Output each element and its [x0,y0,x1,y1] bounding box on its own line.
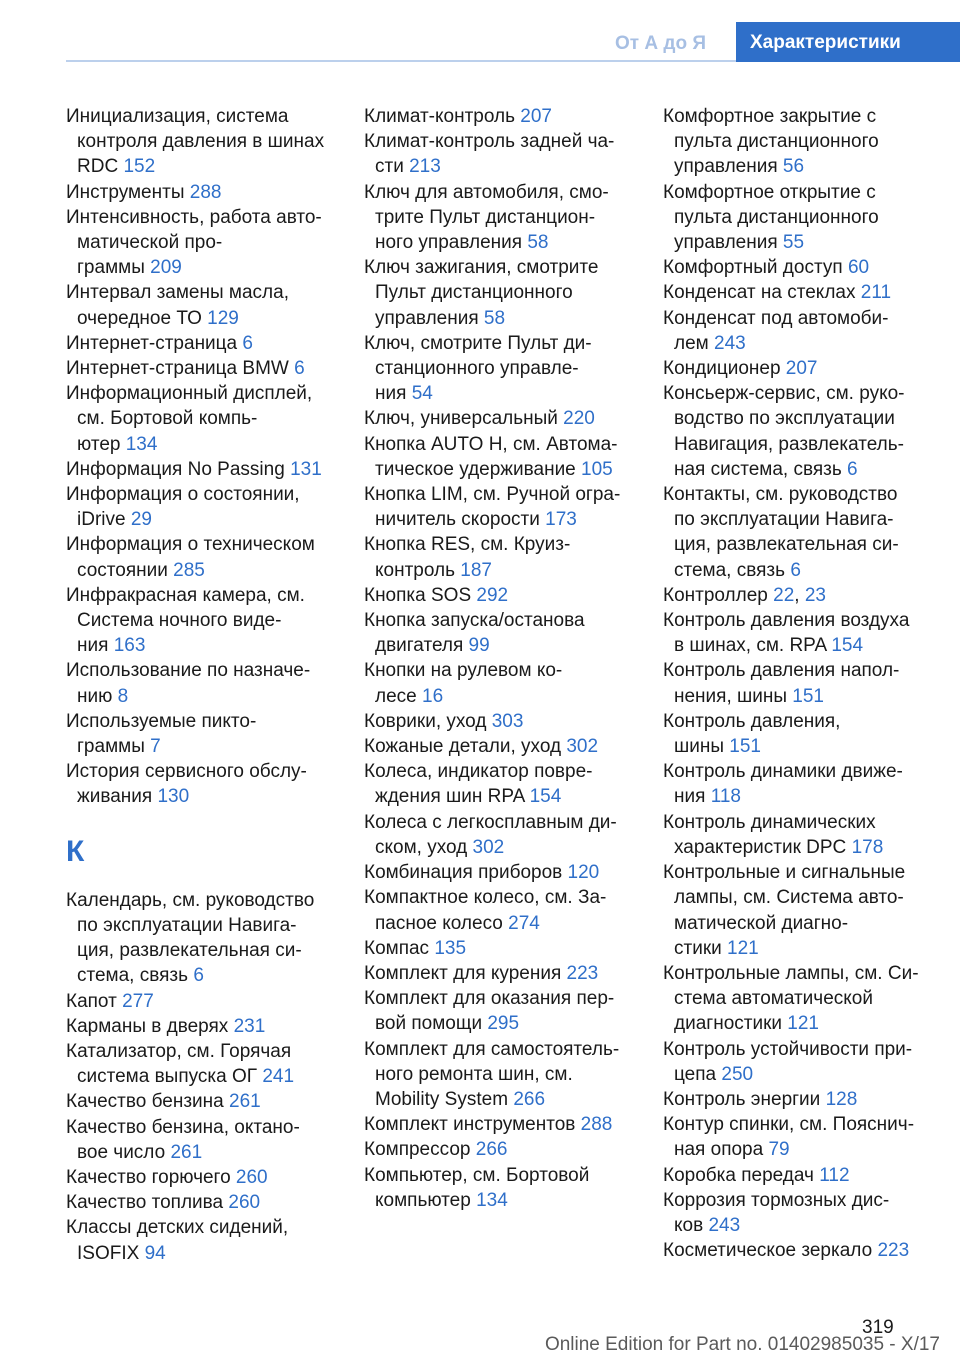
index-entry [66,482,338,532]
page-link[interactable]: 121 [787,1013,819,1035]
page-link[interactable]: 302 [472,836,505,858]
page-link[interactable]: 303 [491,710,524,732]
page-link[interactable]: 211 [860,282,892,304]
page-link[interactable]: 173 [545,509,577,531]
index-entry [66,1115,338,1165]
page-link[interactable]: 266 [513,1088,546,1110]
index-entry-term: Кнопка SOS [364,584,477,606]
index-entry-term: Инструменты [66,181,190,203]
index-entry-term: Контрольные лампы, см. Си- стема автоматической диагностики [663,962,919,1035]
page-link[interactable]: 243 [708,1214,741,1236]
index-entry-term: Колеса, индикатор повре- ждения шин RPA [364,761,593,808]
index-entry-term: Контрольные и сигнальные лампы, см. Система авто- матической диагно- стики [663,862,906,959]
index-entry [66,331,338,356]
page-link[interactable]: 112 [819,1164,850,1186]
index-entry-term: История сервисного обслу- живания [66,761,307,808]
index-entry [663,280,931,305]
index-entry [663,810,931,860]
index-entry [66,709,338,759]
index-entry [364,961,636,986]
index-entry [364,482,636,532]
index-entry-term: Коррозия тормозных дис- ков [663,1189,890,1236]
index-entry [66,532,338,582]
page-link[interactable]: 22 [773,584,795,606]
index-entry-term: Контроль устойчивости при- цепа [663,1038,913,1085]
index-entry-term: Коробка передач [663,1164,820,1186]
index-entry-term: Конденсат на стеклах [663,282,861,304]
index-entry [66,759,338,809]
index-entry [663,255,931,280]
index-entry-term: Интенсивность, работа авто- матической про- граммы [66,206,322,279]
index-entry [364,860,636,885]
breadcrumb-chapter-tab[interactable]: Характеристики [736,22,960,62]
index-column-3 [663,104,931,1263]
page-link[interactable]: 152 [123,156,156,178]
page-link[interactable]: 6 [193,965,204,987]
page-link[interactable]: 154 [831,635,864,657]
index-entry [66,583,338,659]
index-entry [663,658,931,708]
index-entry [663,1112,931,1162]
index-entry [364,1163,636,1213]
page-link[interactable]: 260 [235,1166,268,1188]
page-link[interactable]: 207 [785,358,818,380]
page-link[interactable]: 178 [851,836,884,858]
index-entry [364,180,636,256]
index-entry [663,860,931,961]
index-entry [663,961,931,1037]
index-entry-term: Контакты, см. руководство по эксплуатации Навига- ция, развлекательная си- стема, связь [663,484,899,581]
page-link[interactable]: 241 [262,1066,295,1088]
page-link[interactable]: 151 [729,736,761,758]
index-entry [364,432,636,482]
index-entry [66,1014,338,1039]
page-separator: , [794,584,805,606]
index-entry [364,709,636,734]
page-link[interactable]: 58 [483,307,506,329]
index-entry [364,129,636,179]
index-entry [663,1163,931,1188]
page-link[interactable]: 163 [113,635,146,657]
index-entry-term: Кожаные детали, уход [364,736,567,758]
index-entry [364,583,636,608]
page-link[interactable]: 223 [566,962,599,984]
index-entry-term: Компас [364,937,435,959]
index-entry-term: Качество топлива [66,1192,229,1214]
index-entry-term: Комплект для оказания пер- вой помощи [364,988,615,1035]
index-entry [364,759,636,809]
index-entry-term: Комплект инструментов [364,1114,581,1136]
breadcrumb-section[interactable]: От А до Я [615,33,706,54]
index-entry-term: Качество бензина [66,1091,230,1113]
index-entry [66,205,338,281]
index-entry-term: Контроллер [663,584,774,606]
index-entry-term: Ключ зажигания, смотрите Пульт дистанционного управления [364,257,599,329]
index-entry-term: Кнопка запуска/останова двигателя [364,610,585,657]
index-entry-term: Контроль энергии [663,1088,826,1110]
index-entry [66,381,338,457]
index-entry-term: Комплект для курения [364,962,567,984]
index-entry [663,759,931,809]
index-column-2 [364,104,636,1213]
index-entry [663,1087,931,1112]
index-entry-term: Климат-контроль [364,106,521,127]
index-entry [364,255,636,331]
index-entry [66,457,338,482]
index-entry-term: Контроль давления напол- нения, шины [663,660,900,707]
page-link[interactable]: 6 [242,332,253,354]
index-entry-term: Коврики, уход [364,710,492,732]
page-link[interactable]: 209 [150,257,182,279]
index-entry-term: Кнопка RES, см. Круиз- контроль [364,534,571,581]
page-link[interactable]: 292 [476,584,509,606]
index-entry-term: Комфортное закрытие с пульта дистанционного управления [663,106,879,178]
page-link[interactable]: 277 [122,990,154,1012]
page-link[interactable]: 243 [714,332,746,354]
page-link[interactable]: 55 [782,232,805,254]
index-entry [364,104,636,129]
index-entry-term: Информационный дисплей, см. Бортовой компь- ютер [66,383,313,455]
page-link[interactable]: 213 [409,156,441,178]
page-link[interactable]: 56 [782,156,805,178]
index-entry [66,989,338,1014]
page-link[interactable]: 79 [768,1139,790,1161]
page-link[interactable]: 260 [228,1192,261,1214]
index-entry [364,331,636,407]
index-entry-term: Кнопки на рулевом ко- лесе [364,660,563,707]
page-link[interactable]: 151 [792,685,824,707]
page-link[interactable]: 130 [157,786,190,808]
footer-edition: Online Edition for Part no. 01402985035 - X/17 [544,1334,940,1355]
index-entry [663,356,931,381]
page-link[interactable]: 29 [130,509,152,531]
index-entry-term: Комплект для самостоятель- ного ремонта шин, см. Mobility System [364,1038,620,1110]
index-entry-term: Компрессор [364,1139,476,1161]
page-link[interactable]: 223 [877,1240,910,1262]
index-entry-term: Компактное колесо, см. За- пасное колесо [364,887,607,934]
index-entry-term: Ключ для автомобиля, смо- трите Пульт дистанцион- ного управления [364,181,609,254]
index-entry [364,885,636,935]
page-link[interactable]: 288 [580,1114,613,1136]
index-entry [66,180,338,205]
page-link[interactable]: 285 [173,559,205,581]
index-entry [66,1039,338,1089]
page-link[interactable]: 58 [527,232,549,254]
index-entry-term: Колеса с легкосплавным ди- ском, уход [364,811,617,858]
index-entry [66,280,338,330]
index-entry-term: Контроль динамики движе- ния [663,761,903,808]
index-entry [663,1238,931,1263]
index-entry [66,104,338,180]
index-entry-term: Информация о техническом состоянии [66,534,315,581]
page-link[interactable]: 135 [434,937,467,959]
index-entry-term: Используемые пикто- граммы [66,710,257,758]
index-entry-term: Косметическое зеркало [663,1240,878,1262]
index-entry-term: Кондиционер [663,358,786,380]
index-entry [66,888,338,989]
index-entry-term: Качество горючего [66,1166,236,1188]
index-entry-term: Контроль динамических характеристик DPC [663,811,876,858]
index-entry [364,1137,636,1162]
index-entry-term: Контур спинки, см. Пояснич- ная опора [663,1114,915,1161]
page-link[interactable]: 60 [847,257,870,279]
page-link[interactable]: 128 [825,1088,858,1110]
index-entry [364,608,636,658]
index-entry [66,658,338,708]
index-entry [364,1037,636,1113]
index-entry-term: Компьютер, см. Бортовой компьютер [364,1164,590,1211]
page-link[interactable]: 154 [529,786,562,808]
index-entry [364,1112,636,1137]
page-link[interactable]: 134 [125,433,158,455]
index-entry-term: Капот [66,990,123,1012]
index-entry-term: Инициализация, система контроля давления в шинах RDC [66,106,325,178]
index-column-1 [66,104,338,1266]
index-entry-term: Комфортное открытие с пульта дистанционного управления [663,181,879,254]
page-link[interactable]: 94 [144,1242,166,1264]
page-link[interactable]: 207 [520,106,552,127]
page-link[interactable]: 261 [229,1091,261,1113]
index-entry-term: Интернет-страница BMW [66,358,295,380]
page-link[interactable]: 274 [508,912,540,934]
index-entry-term: Информация о состоянии, iDrive [66,484,300,531]
page-link[interactable]: 250 [721,1063,754,1085]
page-link[interactable]: 288 [189,181,222,203]
page-link[interactable]: 23 [804,584,826,606]
index-entry [663,482,931,583]
index-entry [663,583,931,608]
index-entry [663,1188,931,1238]
index-entry [663,608,931,658]
page-link[interactable]: 118 [710,786,741,808]
page-link[interactable]: 6 [294,358,305,380]
index-entry [66,1215,338,1265]
index-entry-term: Информация No Passing [66,458,291,480]
index-entry-term: Календарь, см. руководство по эксплуатации Навига- ция, развлекательная си- стема, связь [66,889,315,987]
index-entry [663,709,931,759]
index-entry-term: Качество бензина, октано- вое число [66,1116,300,1163]
index-entry-term: Конденсат под автомоби- лем [663,307,889,354]
index-entry-term: Карманы в дверях [66,1015,234,1037]
index-entry [364,734,636,759]
page-number: 319 [862,1317,894,1338]
index-entry [663,306,931,356]
index-entry-term: Интервал замены масла, очередное ТО [66,282,289,329]
page-link[interactable]: 231 [233,1015,266,1037]
page-link[interactable]: 6 [790,559,801,581]
index-entry-term: Комбинация приборов [364,862,568,884]
index-entry [66,356,338,381]
index-entry [364,658,636,708]
index-entry [663,1037,931,1087]
page-link[interactable]: 266 [475,1139,508,1161]
index-entry [66,1190,338,1215]
index-letter-heading: К [66,834,85,868]
index-entry [364,986,636,1036]
page-link[interactable]: 220 [563,408,595,430]
index-entry-term: Катализатор, см. Горячая система выпуска ОГ [66,1040,292,1088]
index-entry-term: Кнопка AUTO H, см. Автома- тическое удерживание [364,433,618,480]
page-link[interactable]: 187 [460,559,492,581]
page-link[interactable]: 16 [422,685,444,707]
page-link[interactable]: 134 [476,1189,508,1211]
index-entry-term: Интернет-страница [66,332,243,354]
index-entry-term: Инфракрасная камера, см. Система ночного виде- ния [66,584,305,657]
page-link[interactable]: 99 [468,635,490,657]
page-link[interactable]: 105 [581,458,613,480]
index-entry [364,406,636,431]
index-entry [364,810,636,860]
index-entry-term: Контроль давления воздуха в шинах, см. RPA [663,610,910,657]
page-link[interactable]: 129 [207,307,239,329]
page-link[interactable]: 6 [847,458,858,480]
index-entry-term: Ключ, универсальный [364,408,564,430]
page-link[interactable]: 302 [566,736,599,758]
page-link[interactable]: 8 [117,685,129,707]
page-link[interactable]: 261 [170,1141,203,1163]
page-link[interactable]: 54 [411,383,433,405]
index-entry-term: Ключ, смотрите Пульт ди- станционного управле- ния [364,332,592,405]
index-entry [663,104,931,180]
index-entry [364,936,636,961]
index-entry-term: Климат-контроль задней ча- сти [364,131,615,178]
index-entry [663,381,931,482]
page-link[interactable]: 131 [290,458,322,480]
index-entry [364,532,636,582]
index-entry-term: Контроль давления, шины [663,710,841,758]
index-entry [66,1089,338,1114]
index-entry-term: Кнопка LIM, см. Ручной огра- ничитель скорости [364,484,621,531]
index-entry-term: Комфортный доступ [663,257,848,279]
index-entry-term: Консьерж-сервис, см. руко- водство по эксплуатации Навигация, развлекатель- ная система, связь [663,383,905,480]
page-link[interactable]: 121 [727,937,759,959]
page-link[interactable]: 295 [487,1013,520,1035]
page-link[interactable]: 120 [567,862,600,884]
index-entry [66,1165,338,1190]
page-link[interactable]: 7 [150,736,161,758]
index-entry [663,180,931,256]
index-entry-term: Классы детских сидений, ISOFIX [66,1217,289,1264]
index-entry-term: Использование по назначе- нию [66,660,311,707]
